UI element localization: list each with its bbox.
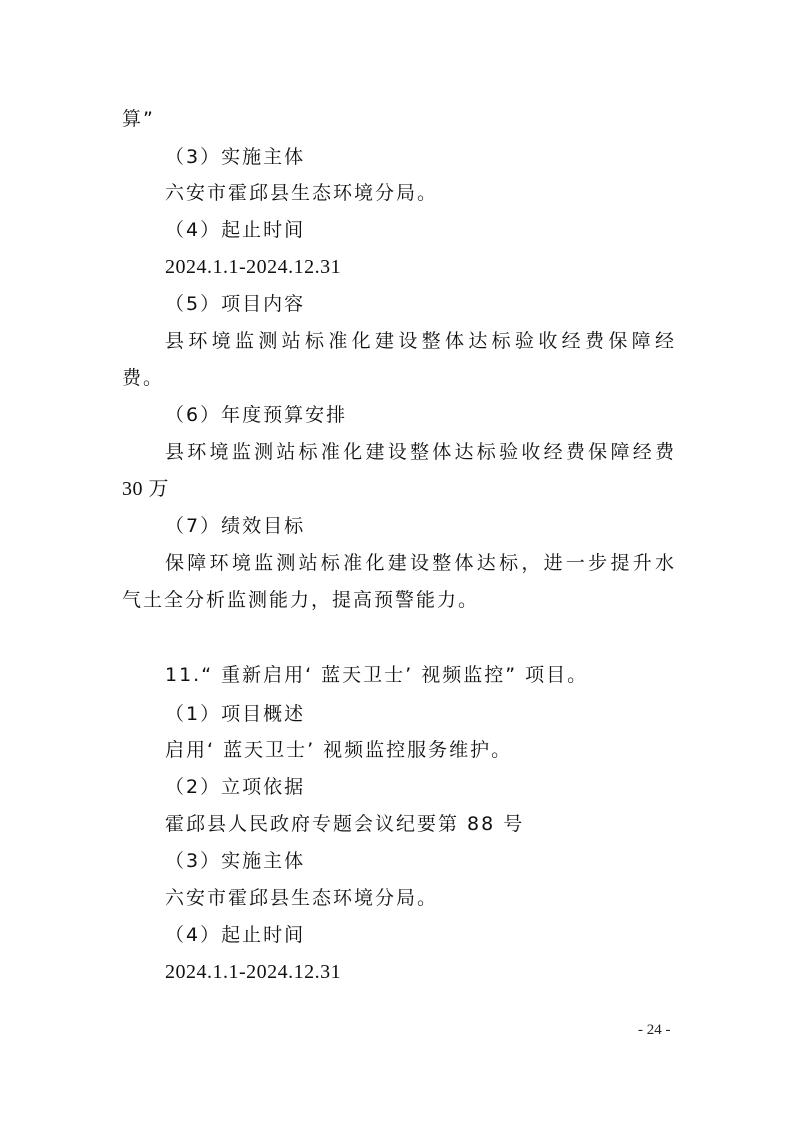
text-line-period-2: 2024.1.1-2024.12.31 [165, 961, 342, 983]
subheading-basis: （2）立项依据 [165, 776, 306, 798]
subheading-goal: （7）绩效目标 [165, 515, 306, 537]
text-line-overview: 启用‘ 蓝天卫士’ 视频监控服务维护。 [165, 739, 513, 761]
text-line-budget-amount: 30 万 [122, 478, 169, 500]
text-line-continuation: 算” [122, 108, 155, 130]
text-line-period: 2024.1.1-2024.12.31 [165, 256, 342, 278]
text-line-implementer: 六安市霍邱县生态环境分局。 [165, 182, 439, 204]
text-line-basis: 霍邱县人民政府专题会议纪要第 88 号 [165, 813, 525, 835]
text-line-goal-end: 气土全分析监测能力，提高预警能力。 [122, 589, 480, 611]
section-heading-item-11: 11.“ 重新启用‘ 蓝天卫士’ 视频监控” 项目。 [165, 664, 589, 686]
text-line-content-end: 费。 [122, 367, 165, 389]
subheading-overview: （1）项目概述 [165, 703, 306, 725]
text-line-content: 县环境监测站标准化建设整体达标验收经费保障经 [165, 330, 674, 352]
subheading-content: （5）项目内容 [165, 293, 306, 315]
subheading-implementer-2: （3）实施主体 [165, 850, 306, 872]
text-line-implementer-2: 六安市霍邱县生态环境分局。 [165, 887, 439, 909]
text-line-budget: 县环境监测站标准化建设整体达标验收经费保障经费 [165, 441, 674, 463]
subheading-implementer: （3）实施主体 [165, 146, 306, 168]
subheading-budget: （6）年度预算安排 [165, 404, 348, 426]
subheading-period: （4）起止时间 [165, 219, 306, 241]
subheading-period-2: （4）起止时间 [165, 924, 306, 946]
text-line-goal: 保障环境监测站标准化建设整体达标，进一步提升水 [165, 552, 674, 574]
page-number: - 24 - [638, 1022, 671, 1038]
